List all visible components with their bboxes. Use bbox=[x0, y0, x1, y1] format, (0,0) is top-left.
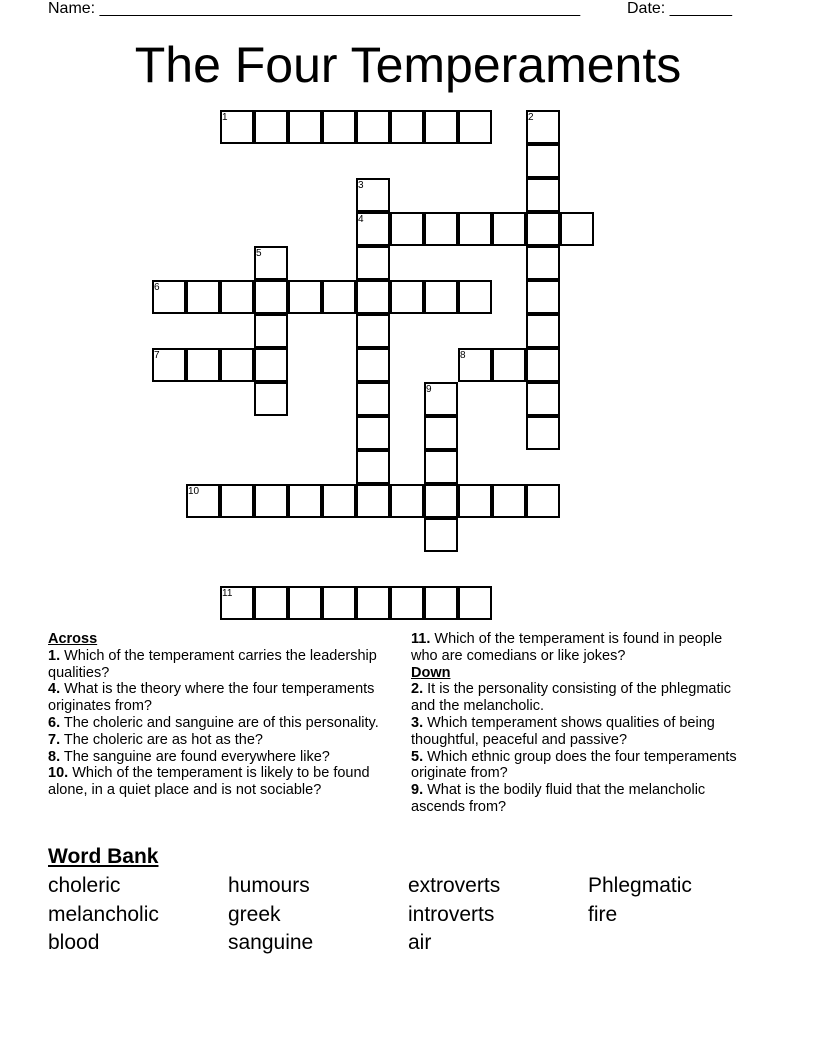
grid-cell[interactable] bbox=[390, 212, 424, 246]
word-bank-item: blood bbox=[48, 931, 100, 954]
grid-cell[interactable] bbox=[526, 348, 560, 382]
grid-cell[interactable] bbox=[424, 280, 458, 314]
grid-cell[interactable] bbox=[254, 484, 288, 518]
grid-cell[interactable] bbox=[526, 246, 560, 280]
grid-cell[interactable] bbox=[458, 110, 492, 144]
grid-cell[interactable] bbox=[356, 280, 390, 314]
grid-cell[interactable] bbox=[254, 348, 288, 382]
grid-cell[interactable] bbox=[322, 484, 356, 518]
grid-cell[interactable] bbox=[186, 348, 220, 382]
grid-cell[interactable] bbox=[254, 586, 288, 620]
clue-across-7: 7. The choleric are as hot as the? bbox=[48, 731, 263, 748]
grid-cell[interactable] bbox=[356, 348, 390, 382]
grid-cell[interactable] bbox=[356, 314, 390, 348]
clue-number-label: 8 bbox=[460, 350, 466, 361]
clue-across-8: 8. The sanguine are found everywhere like? bbox=[48, 748, 330, 765]
clue-down-9: 9. What is the bodily fluid that the melancholic ascends from? bbox=[411, 782, 706, 815]
name-field-label: Name: ______________________________________________________ bbox=[48, 0, 581, 17]
word-bank-item: melancholic bbox=[48, 903, 159, 926]
grid-cell[interactable] bbox=[526, 484, 560, 518]
page-title: The Four Temperaments bbox=[134, 37, 682, 93]
grid-cell[interactable] bbox=[254, 382, 288, 416]
across-heading: Across bbox=[48, 631, 98, 647]
word-bank-item: introverts bbox=[408, 903, 495, 926]
clue-number-label: 6 bbox=[154, 282, 160, 293]
grid-cell[interactable] bbox=[356, 484, 390, 518]
grid-cell[interactable] bbox=[424, 586, 458, 620]
grid-cell[interactable] bbox=[424, 484, 458, 518]
clue-across-6: 6. The choleric and sanguine are of this personality. bbox=[48, 714, 379, 731]
clue-down-3: 3. Which temperament shows qualities of being thoughtful, peaceful and passive? bbox=[411, 714, 715, 748]
grid-cell[interactable] bbox=[356, 416, 390, 450]
grid-cell[interactable] bbox=[424, 518, 458, 552]
grid-cell[interactable] bbox=[424, 212, 458, 246]
clue-number-label: 9 bbox=[426, 384, 432, 395]
grid-cell[interactable] bbox=[356, 110, 390, 144]
grid-cell[interactable] bbox=[424, 110, 458, 144]
grid-cell[interactable] bbox=[254, 280, 288, 314]
grid-cell[interactable] bbox=[526, 212, 560, 246]
word-bank-item: sanguine bbox=[228, 931, 314, 954]
clue-number-label: 2 bbox=[528, 112, 534, 123]
grid-cell[interactable] bbox=[390, 586, 424, 620]
grid-cell[interactable] bbox=[390, 280, 424, 314]
grid-cell[interactable] bbox=[492, 484, 526, 518]
grid-cell[interactable] bbox=[288, 280, 322, 314]
grid-cell[interactable] bbox=[322, 586, 356, 620]
clue-number-label: 7 bbox=[154, 350, 160, 361]
word-bank-item: Phlegmatic bbox=[588, 874, 692, 897]
grid-cell[interactable] bbox=[220, 280, 254, 314]
grid-cell[interactable] bbox=[254, 314, 288, 348]
grid-cell[interactable] bbox=[322, 280, 356, 314]
grid-cell[interactable] bbox=[526, 416, 560, 450]
down-heading: Down bbox=[411, 664, 451, 681]
grid-cell[interactable] bbox=[390, 484, 424, 518]
grid-cell[interactable] bbox=[458, 586, 492, 620]
clue-across-1: 1. Which of the temperament carries the leadership qualities? bbox=[48, 647, 377, 681]
grid-cell[interactable] bbox=[424, 416, 458, 450]
grid-cell[interactable] bbox=[492, 212, 526, 246]
clue-number-label: 11 bbox=[222, 588, 233, 599]
clues-right-column bbox=[411, 631, 751, 816]
grid-cell[interactable] bbox=[526, 144, 560, 178]
grid-cell[interactable] bbox=[458, 280, 492, 314]
clue-across-11: 11. Which of the temperament is found in people who are comedians or like jokes? bbox=[411, 631, 723, 664]
clue-number-label: 10 bbox=[188, 486, 200, 497]
grid-cell[interactable] bbox=[254, 110, 288, 144]
word-bank-title: Word Bank bbox=[48, 845, 159, 868]
grid-cell[interactable] bbox=[526, 382, 560, 416]
grid-cell[interactable] bbox=[288, 586, 322, 620]
word-bank-item: choleric bbox=[48, 874, 121, 897]
clue-number-label: 1 bbox=[222, 112, 228, 123]
grid-cell[interactable] bbox=[560, 212, 594, 246]
grid-cell[interactable] bbox=[526, 178, 560, 212]
grid-cell[interactable] bbox=[390, 110, 424, 144]
clue-number-label: 3 bbox=[358, 180, 364, 191]
clue-down-5: 5. Which ethnic group does the four temperaments originate from? bbox=[411, 748, 737, 782]
word-bank-item: fire bbox=[588, 903, 618, 926]
grid-cell[interactable] bbox=[220, 348, 254, 382]
word-bank-item: humours bbox=[228, 874, 310, 897]
grid-cell[interactable] bbox=[356, 450, 390, 484]
grid-cell[interactable] bbox=[458, 484, 492, 518]
grid-cell[interactable] bbox=[356, 382, 390, 416]
clue-number-label: 5 bbox=[256, 248, 262, 259]
grid-cell[interactable] bbox=[186, 280, 220, 314]
grid-cell[interactable] bbox=[288, 484, 322, 518]
grid-cell[interactable] bbox=[424, 450, 458, 484]
word-bank-item: air bbox=[408, 931, 432, 954]
clue-across-10: 10. Which of the temperament is likely to be found alone, in a quiet place and is not sociable? bbox=[48, 765, 370, 799]
word-bank-item: greek bbox=[228, 903, 281, 926]
grid-cell[interactable] bbox=[356, 586, 390, 620]
grid-cell[interactable] bbox=[526, 314, 560, 348]
grid-cell[interactable] bbox=[356, 246, 390, 280]
grid-cell[interactable] bbox=[220, 484, 254, 518]
clue-across-4: 4. What is the theory where the four temperaments originates from? bbox=[48, 681, 375, 715]
word-bank-item: extroverts bbox=[408, 874, 501, 897]
grid-cell[interactable] bbox=[458, 212, 492, 246]
date-field-label: Date: _______ bbox=[627, 0, 732, 17]
clues-left-column bbox=[48, 631, 408, 799]
clue-number-label: 4 bbox=[358, 214, 364, 225]
grid-cell[interactable] bbox=[288, 110, 322, 144]
grid-cell[interactable] bbox=[322, 110, 356, 144]
grid-cell[interactable] bbox=[492, 348, 526, 382]
clue-down-2: 2. It is the personality consisting of the phlegmatic and the melancholic. bbox=[411, 681, 731, 715]
grid-cell[interactable] bbox=[526, 280, 560, 314]
